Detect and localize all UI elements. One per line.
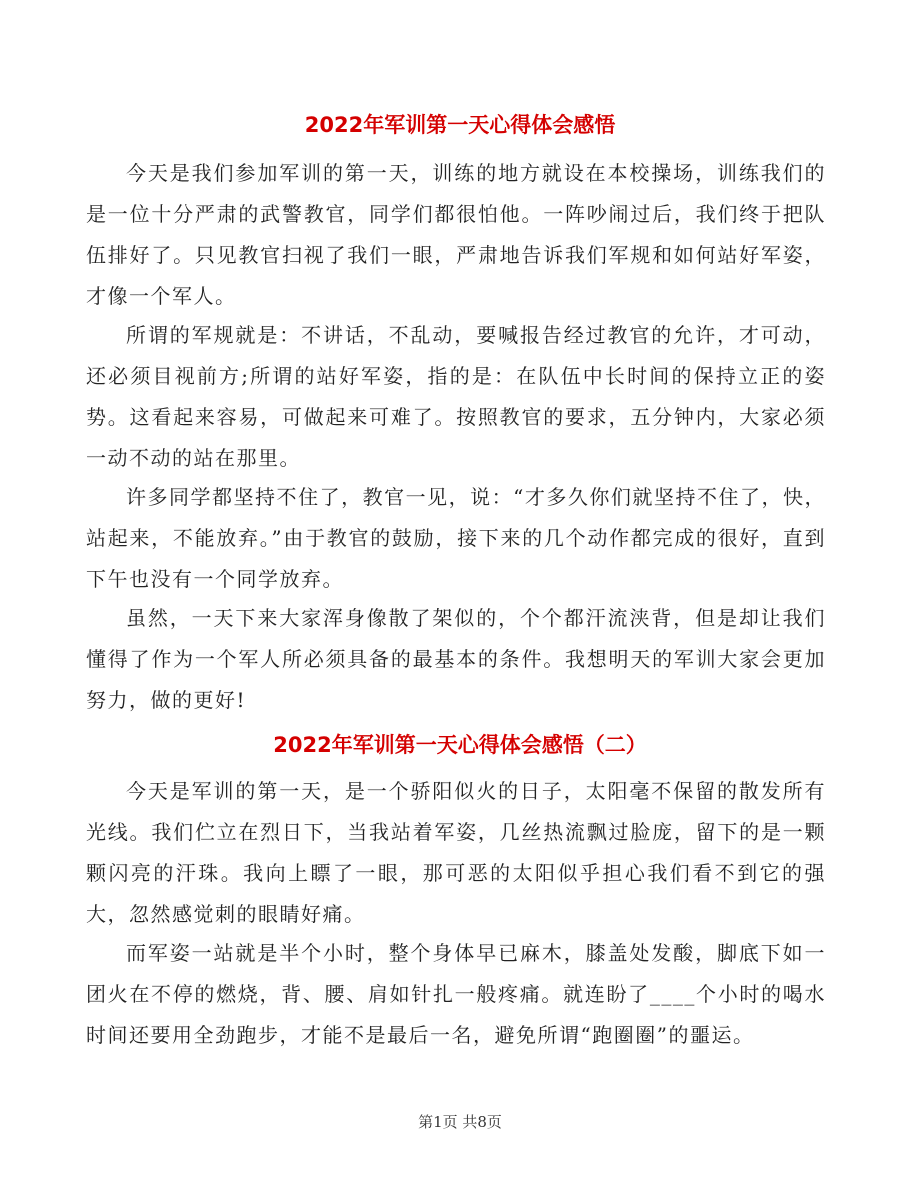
essay-1-paragraph-2: 所谓的军规就是：不讲话，不乱动，要喊报告经过教官的允许，才可动，还必须目视前方;所谓的站好军姿，指的是：在队伍中长时间的保持立正的姿势。这看起来容易，可做起来可难了。按照教官的要求，五分钟内，大家必须一动不动的站在那里。 [86, 323, 826, 470]
page-number-footer: 第1页 共8页 [418, 1113, 502, 1131]
essay-title-2: 2022年军训第一天心得体会感悟（二） [273, 733, 647, 757]
essay-title-1: 2022年军训第一天心得体会感悟 [304, 113, 616, 137]
essay-1-paragraph-4: 虽然，一天下来大家浑身像散了架似的，个个都汗流浃背，但是却让我们懂得了作为一个军人所必须具备的最基本的条件。我想明天的军训大家会更加努力，做的更好! [86, 606, 826, 712]
essay-1-paragraph-3: 许多同学都坚持不住了，教官一见，说：“才多久你们就坚持不住了，快，站起来，不能放弃。”由于教官的鼓励，接下来的几个动作都完成的很好，直到下午也没有一个同学放弃。 [86, 485, 826, 591]
essay-1-paragraph-1: 今天是我们参加军训的第一天，训练的地方就设在本校操场，训练我们的是一位十分严肃的武警教官，同学们都很怕他。一阵吵闹过后，我们终于把队伍排好了。只见教官扫视了我们一眼，严肃地告诉我们军规和如何站好军姿，才像一个军人。 [86, 161, 826, 308]
essay-2-paragraph-1: 今天是军训的第一天，是一个骄阳似火的日子，太阳毫不保留的散发所有光线。我们伫立在烈日下，当我站着军姿，几丝热流飘过脸庞，留下的是一颗颗闪亮的汗珠。我向上瞟了一眼，那可恶的太阳似乎担心我们看不到它的强大，忽然感觉刺的眼睛好痛。 [86, 779, 826, 926]
essay-2-paragraph-2: 而军姿一站就是半个小时，整个身体早已麻木，膝盖处发酸，脚底下如一团火在不停的燃烧，背、腰、肩如针扎一般疼痛。就连盼了____个小时的喝水时间还要用全劲跑步，才能不是最后一名，避免所谓“跑圈圈”的噩运。 [86, 941, 826, 1047]
